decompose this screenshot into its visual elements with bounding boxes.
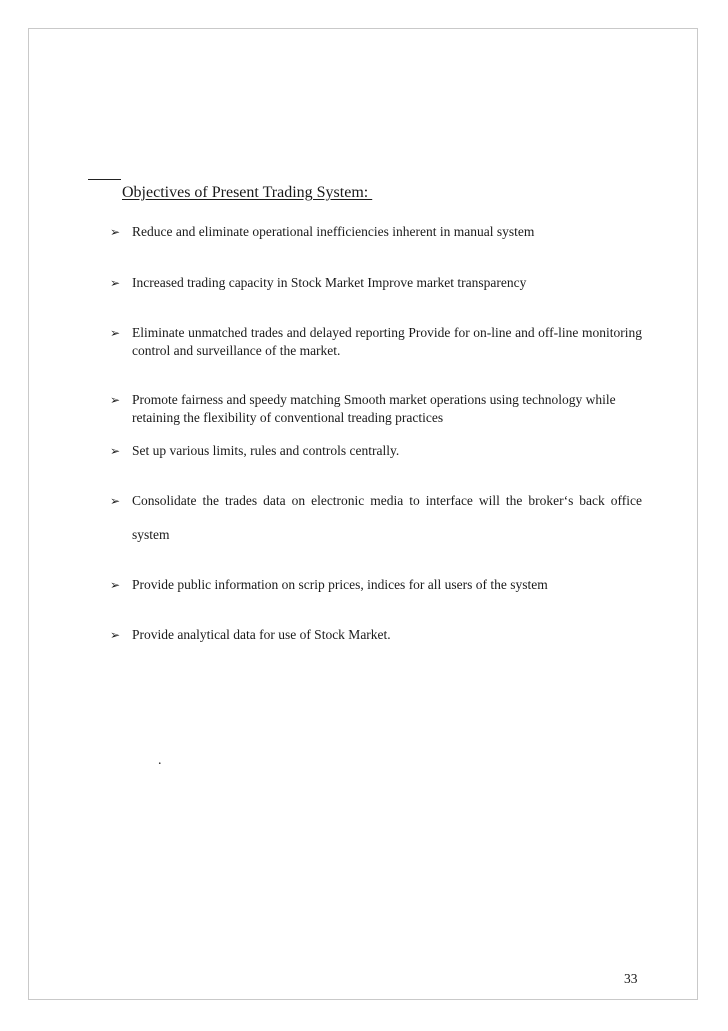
list-item (110, 626, 642, 644)
arrow-bullet-icon: ➢ (110, 494, 121, 508)
list-item-text: Provide analytical data for use of Stock Market. (132, 627, 391, 642)
arrow-bullet-icon: ➢ (110, 628, 121, 642)
list-item-text: Eliminate unmatched trades and delayed reporting Provide for on-line and off-line monitoring control and surveillance of the market. (132, 325, 642, 358)
arrow-bullet-icon: ➢ (110, 444, 121, 458)
page-number: 33 (624, 971, 638, 986)
list-item-text: Provide public information on scrip prices, indices for all users of the system (132, 577, 548, 592)
list-item (110, 324, 642, 360)
stray-mark: . (158, 753, 162, 768)
list-item (110, 492, 642, 552)
list-item (110, 442, 642, 460)
section-heading: Objectives of Present Trading System: (122, 184, 373, 201)
horizontal-rule (88, 179, 121, 180)
list-item (110, 274, 642, 292)
list-item-text: Increased trading capacity in Stock Market Improve market transparency (132, 275, 527, 290)
arrow-bullet-icon: ➢ (110, 276, 121, 290)
arrow-bullet-icon: ➢ (110, 326, 121, 340)
list-item-text: Set up various limits, rules and controls centrally. (132, 443, 400, 458)
list-item (110, 576, 642, 594)
list-item-text: Reduce and eliminate operational inefficiencies inherent in manual system (132, 224, 535, 239)
list-item-text: Consolidate the trades data on electronic media to interface will the broker‘s back office system (132, 493, 642, 542)
list-item (110, 391, 642, 427)
arrow-bullet-icon: ➢ (110, 578, 121, 592)
list-item (110, 223, 642, 241)
arrow-bullet-icon: ➢ (110, 393, 121, 407)
list-item-text: Promote fairness and speedy matching Smooth market operations using technology while retaining the flexibility of conventional treading practices (132, 392, 616, 425)
arrow-bullet-icon: ➢ (110, 225, 121, 239)
